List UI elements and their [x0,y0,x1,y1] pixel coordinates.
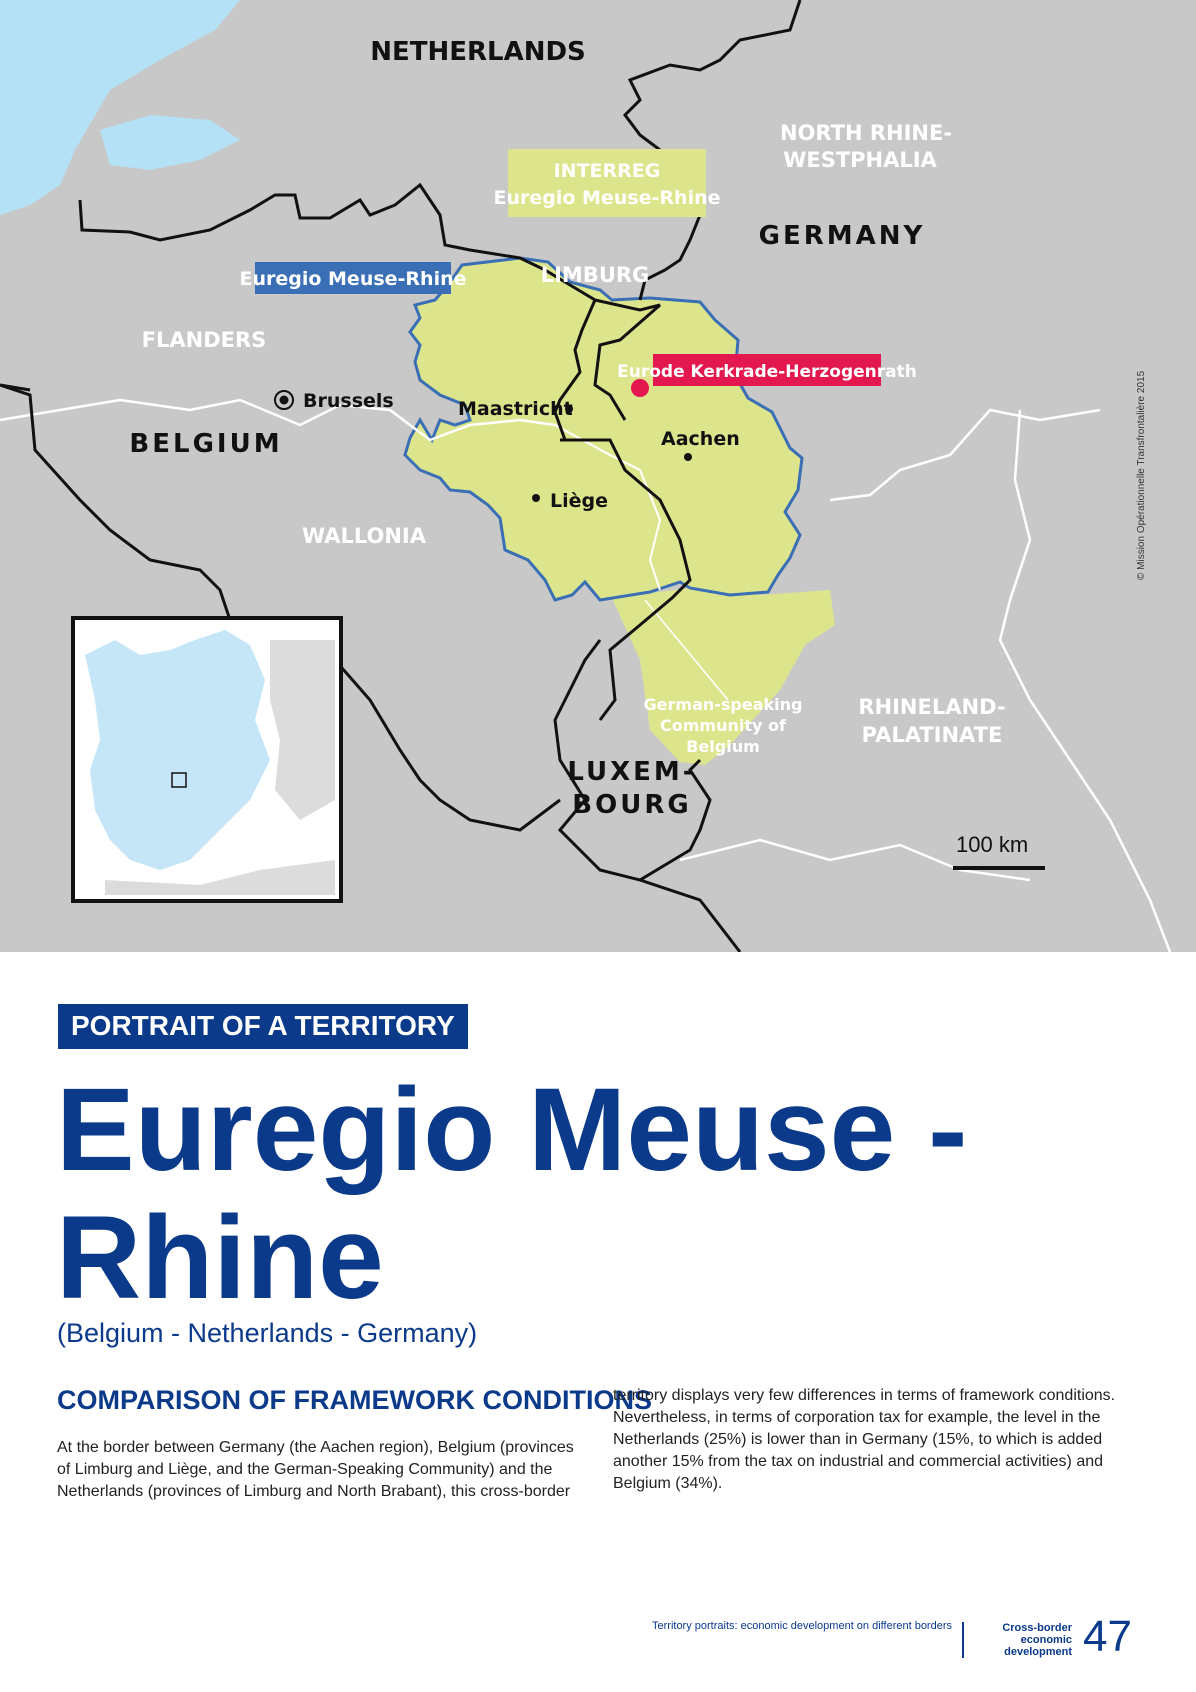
euregio-label: Euregio Meuse-Rhine [239,268,467,290]
section-tag: PORTRAIT OF A TERRITORY [58,1004,468,1049]
eurode-label: Eurode Kerkrade-Herzogenrath [617,362,917,382]
footer-brand: Cross-border economic development [1002,1622,1072,1658]
footer-divider [962,1622,964,1658]
region-rhineland-line2: PALATINATE [861,723,1003,747]
region-flanders: FLANDERS [141,328,267,352]
aachen-dot [684,453,692,461]
section-heading: COMPARISON OF FRAMEWORK CONDITIONS [57,1385,652,1415]
region-north-rhine-line1: NORTH RHINE- [779,121,953,145]
paragraph-1: At the border between Germany (the Aachen region), Belgium (provinces of Limburg and Liège, and the German-Speaking Community) and the Netherlands (provinces of Limburg and North Brabant), this cross-border [57,1439,574,1500]
region-german-speaking-line3: Belgium [686,737,760,756]
country-luxembourg-line2: BOURG [572,790,692,820]
page-subtitle: (Belgium - Netherlands - Germany) [57,1318,478,1348]
paragraph-2: territory displays very few differences in terms of framework conditions. Nevertheless, in terms of corporation tax for example, the level in the Netherlands (25%) is lower than in Germany (15%, to which is added another 15% from the tax on industrial and commercial activities) and Belgium (34%). [613,1387,1116,1492]
country-belgium: BELGIUM [129,429,283,459]
country-germany: GERMANY [758,221,926,251]
interreg-label-line2: Euregio Meuse-Rhine [493,187,721,209]
region-limburg: LIMBURG [540,263,650,287]
scale-label: 100 km [956,832,1029,857]
page-number: 47 [1083,1612,1132,1661]
interreg-label-line1: INTERREG [553,160,661,182]
liege-dot [532,494,540,502]
region-rhineland-line1: RHINELAND- [858,695,1006,719]
europe-inset-map [73,618,341,901]
city-brussels: Brussels [303,390,394,412]
map-credit: © Mission Opérationnelle Transfrontalière 2015 [1136,370,1147,580]
page-title: Euregio Meuse - Rhine [56,1064,968,1324]
region-german-speaking-line2: Community of [660,716,786,735]
city-aachen: Aachen [661,428,740,450]
region-german-speaking-line1: German-speaking [643,695,803,714]
country-netherlands: NETHERLANDS [370,37,586,67]
brussels-dot [280,396,289,405]
region-wallonia: WALLONIA [302,524,426,548]
city-maastricht: Maastricht [458,398,573,420]
city-liege: Liège [550,490,608,512]
region-north-rhine-line2: WESTPHALIA [783,148,937,172]
country-luxembourg-line1: LUXEM- [567,757,697,787]
footer-running-title: Territory portraits: economic development on different borders [652,1620,952,1632]
